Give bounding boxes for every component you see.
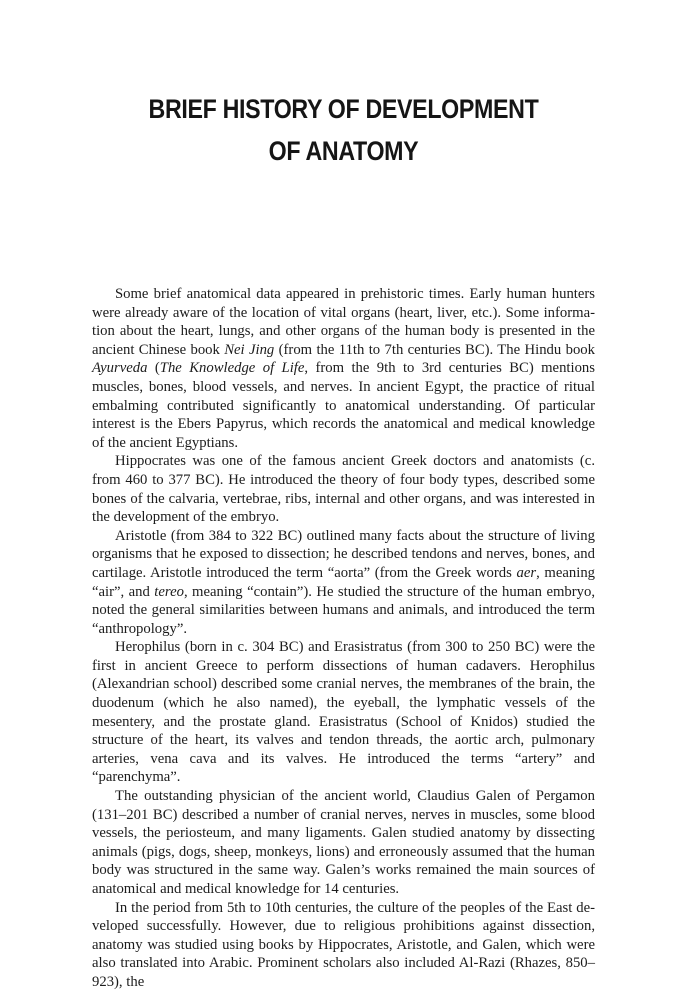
chapter-title-line-1: BRIEF HISTORY OF DEVELOPMENT <box>148 94 539 124</box>
chapter-title-line-2: OF ANATOMY <box>268 136 419 166</box>
paragraph-eastern-culture: In the period from 5th to 10th centuries, the culture of the peoples of the East developed successfully. However, due to religious prohibitions against dissection, anatomy was studied using books by Hippocrates, Aristotle, and Galen, which were also translated into Arabic. Prominent scholars also included Al-Razi (Rhazes, 850–923), the <box>92 899 595 990</box>
body-text <box>92 285 595 992</box>
paragraph-prehistory: Some brief anatomical data appeared in prehistoric times. Early human hunters were already aware of the location of vital organs (heart, liver, etc.). Some information about the heart, lungs, and other organs of the human body is presented in the ancient Chinese book Nei Jing (from the 11th to 7th centuries BC). The Hindu book Ayurveda (The Knowledge of Life, from the 9th to 3rd centuries BC) mentions muscles, bones, blood vessels, and nerves. In ancient Egypt, the practice of ritual embalming contributed significantly to anatomical understanding. Of particular interest is the Ebers Papyrus, which records the anatomical and medical knowledge of the ancient Egyptians. <box>92 286 595 451</box>
chapter-title <box>48 88 639 172</box>
paragraph-galen: The outstanding physician of the ancient world, Claudius Galen of Pergamon (131–201 BC) described a number of cranial nerves, nerves in muscles, some blood vessels, the periosteum, and many ligaments. Galen studied anatomy by dissecting animals (pigs, dogs, sheep, monkeys, lions) and erroneously assumed that the human body was structured in the same way. Galen’s works remained the main sources of anatomical and medical knowledge for 14 centuries. <box>92 788 595 897</box>
paragraph-hippocrates: Hippocrates was one of the famous ancient Greek doctors and anatomists (c. from 460 to 377 BC). He introduced the theory of four body types, described some bones of the calvaria, vertebrae, ribs, internal and other organs, and was interested in the development of the embryo. <box>92 453 595 526</box>
paragraph-herophilus-erasistratus: Herophilus (born in c. 304 BC) and Erasistratus (from 300 to 250 BC) were the first in ancient Greece to perform dissections of human cadavers. Herophilus (Alexandrian school) described some cranial nerves, the membranes of the brain, the duodenum (which he also named), the eyeball, the lymphatic vessels of the mesentery, and the prostate gland. Erasistratus (School of Knidos) studied the structure of the heart, its valves and tendon threads, the aortic arch, pulmonary arteries, vena cava and its valves. He introduced the terms “artery” and “parenchyma”. <box>92 639 595 786</box>
paragraph-aristotle: Aristotle (from 384 to 322 BC) outlined many facts about the structure of living organisms that he exposed to dissection; he described tendons and nerves, bones, and cartilage. Aristotle introduced the term “aorta” (from the Greek words aer, meaning “air”, and tereo, meaning “contain”). He studied the structure of the human embryo, noted the general similarities between humans and animals, and introduced the term “anthropology”. <box>92 527 596 637</box>
